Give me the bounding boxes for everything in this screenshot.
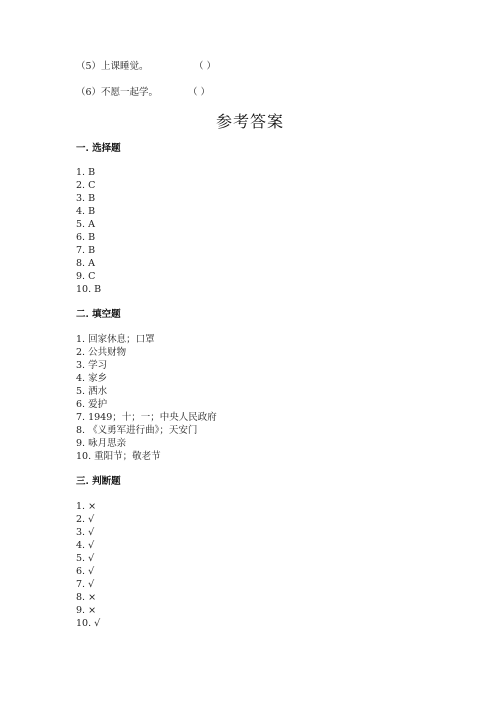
answer-item: 9. 咏月思亲 — [76, 438, 127, 449]
answer-item: 10. B — [76, 284, 102, 295]
page-title: 参考答案 — [215, 112, 284, 131]
section-heading: 一. 选择题 — [76, 143, 121, 154]
section-heading: 二. 填空题 — [76, 309, 121, 320]
answer-item: 1. × — [76, 501, 97, 512]
answer-item: 6. 爱护 — [76, 399, 108, 410]
question-6 — [76, 87, 158, 99]
section-heading: 三. 判断题 — [76, 476, 121, 487]
answer-item: 8. × — [76, 592, 97, 603]
answer-item: 8. 《义勇军进行曲》；天安门 — [76, 425, 198, 436]
answer-item: 2. √ — [76, 514, 95, 525]
answer-item: 2. C — [76, 180, 96, 191]
answer-item: 1. 回家休息；口罩 — [76, 334, 155, 345]
answer-item: 5. √ — [76, 553, 95, 564]
answer-item: 1. B — [76, 167, 96, 178]
question-text: （6）不愿一起学。 — [76, 87, 159, 98]
answer-item: 7. 1949；十；一；中央人民政府 — [76, 412, 217, 423]
answer-item: 7. √ — [76, 579, 95, 590]
answer-item: 4. 家乡 — [76, 373, 108, 384]
answer-item: 4. B — [76, 206, 96, 217]
answer-item: 9. × — [76, 605, 97, 616]
answer-item: 3. √ — [76, 527, 95, 538]
question-text: （5）上课睡觉。 — [76, 61, 149, 72]
answer-item: 10. √ — [76, 618, 101, 629]
answer-item: 7. B — [76, 245, 96, 256]
answer-item: 6. √ — [76, 566, 95, 577]
answer-item: 5. A — [76, 219, 95, 230]
answer-item: 10. 重阳节；敬老节 — [76, 451, 161, 462]
answer-parentheses: （ ） — [188, 87, 211, 98]
answer-item: 6. B — [76, 232, 96, 243]
answer-item: 3. 学习 — [76, 360, 108, 371]
answer-item: 2. 公共财物 — [76, 347, 127, 358]
answer-item: 4. √ — [76, 540, 95, 551]
answer-item: 8. A — [76, 258, 95, 269]
answer-parentheses: （ ） — [194, 61, 217, 72]
question-5 — [76, 61, 149, 73]
answer-item: 5. 洒水 — [76, 386, 108, 397]
answer-item: 3. B — [76, 193, 96, 204]
answer-item: 9. C — [76, 271, 96, 282]
